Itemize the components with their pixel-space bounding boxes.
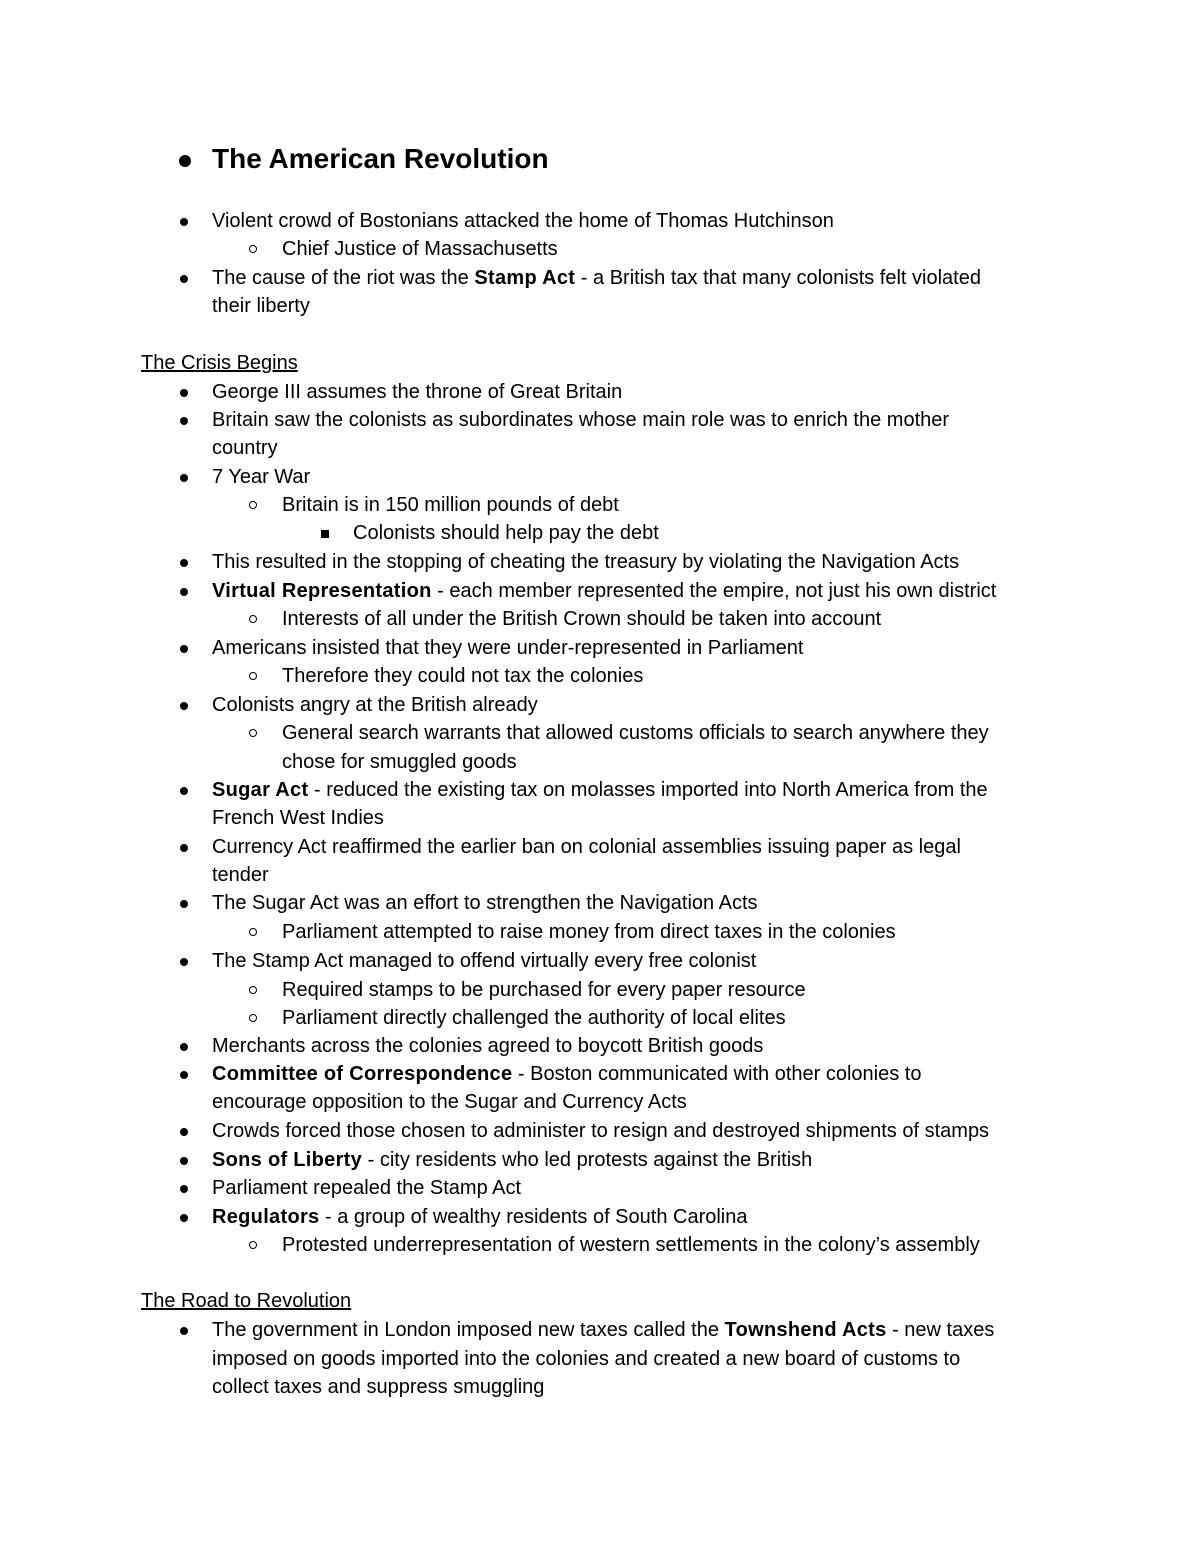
list-item: Britain is in 150 million pounds of debt xyxy=(282,494,619,516)
bullet-icon xyxy=(180,787,188,795)
bullet-icon xyxy=(180,1214,188,1222)
list-item-continuation: tender xyxy=(212,864,269,886)
bullet-icon xyxy=(180,389,188,397)
bullet-icon xyxy=(180,844,188,852)
bullet-icon xyxy=(180,474,188,482)
list-item: The Sugar Act was an effort to strengthen the Navigation Acts xyxy=(212,892,758,914)
list-item: Britain saw the colonists as subordinates whose main role was to enrich the mother xyxy=(212,409,950,431)
list-item: Committee of Correspondence - Boston communicated with other colonies to xyxy=(212,1063,922,1085)
list-item: Crowds forced those chosen to administer to resign and destroyed shipments of stamps xyxy=(212,1120,990,1142)
list-item: The government in London imposed new taxes called the Townshend Acts - new taxes xyxy=(212,1319,995,1341)
page-title: The American Revolution xyxy=(212,143,549,174)
bullet-icon xyxy=(180,588,188,596)
term-townshend-acts: Townshend Acts xyxy=(724,1319,887,1341)
list-item: Parliament repealed the Stamp Act xyxy=(212,1177,522,1199)
bullet-icon xyxy=(180,1071,188,1079)
circle-bullet-icon xyxy=(249,928,257,936)
list-item: Protested underrepresentation of western settlements in the colony’s assembly xyxy=(282,1234,980,1256)
circle-bullet-icon xyxy=(249,672,257,680)
list-item: Sons of Liberty - city residents who led protests against the British xyxy=(212,1149,813,1171)
list-item-continuation: collect taxes and suppress smuggling xyxy=(212,1376,545,1398)
list-item: Required stamps to be purchased for every paper resource xyxy=(282,979,806,1001)
list-item-continuation: French West Indies xyxy=(212,807,384,829)
circle-bullet-icon xyxy=(249,615,257,623)
circle-bullet-icon xyxy=(249,245,257,253)
list-item: Parliament directly challenged the authority of local elites xyxy=(282,1007,786,1029)
term-virtual-representation: Virtual Representation xyxy=(212,580,432,602)
list-item: Sugar Act - reduced the existing tax on molasses imported into North America from the xyxy=(212,779,988,801)
bullet-icon xyxy=(180,1157,188,1165)
list-item: This resulted in the stopping of cheating the treasury by violating the Navigation Acts xyxy=(212,551,960,573)
term-stamp-act: Stamp Act xyxy=(474,267,576,289)
list-item: Colonists angry at the British already xyxy=(212,694,538,716)
list-item-continuation: country xyxy=(212,437,278,459)
term-committee-of-correspondence: Committee of Correspondence xyxy=(212,1063,513,1085)
list-item: Therefore they could not tax the colonies xyxy=(282,665,644,687)
list-item: Currency Act reaffirmed the earlier ban on colonial assemblies issuing paper as legal xyxy=(212,836,961,858)
list-item-continuation: encourage opposition to the Sugar and Currency Acts xyxy=(212,1091,687,1113)
list-item: Virtual Representation - each member represented the empire, not just his own district xyxy=(212,580,997,602)
bullet-icon xyxy=(180,645,188,653)
list-item-continuation: their liberty xyxy=(212,295,310,317)
bullet-icon xyxy=(180,218,188,226)
list-item: Chief Justice of Massachusetts xyxy=(282,238,558,260)
list-item: The Stamp Act managed to offend virtually every free colonist xyxy=(212,950,757,972)
title-bullet-icon xyxy=(179,155,191,167)
section-heading-crisis: The Crisis Begins xyxy=(141,352,298,374)
bullet-icon xyxy=(180,702,188,710)
circle-bullet-icon xyxy=(249,501,257,509)
list-item: General search warrants that allowed customs officials to search anywhere they xyxy=(282,722,989,744)
list-item: Colonists should help pay the debt xyxy=(353,522,659,544)
circle-bullet-icon xyxy=(249,986,257,994)
bullet-icon xyxy=(180,417,188,425)
list-item: Regulators - a group of wealthy residents of South Carolina xyxy=(212,1206,748,1228)
section-heading-road: The Road to Revolution xyxy=(141,1290,352,1312)
list-item: Parliament attempted to raise money from direct taxes in the colonies xyxy=(282,921,896,943)
bullet-icon xyxy=(180,1043,188,1051)
circle-bullet-icon xyxy=(249,729,257,737)
circle-bullet-icon xyxy=(249,1241,257,1249)
bullet-icon xyxy=(180,275,188,283)
bullet-icon xyxy=(180,958,188,966)
bullet-icon xyxy=(180,1128,188,1136)
term-sugar-act: Sugar Act xyxy=(212,779,309,801)
list-item: The cause of the riot was the Stamp Act - a British tax that many colonists felt violated xyxy=(212,267,981,289)
bullet-icon xyxy=(180,900,188,908)
list-item-continuation: imposed on goods imported into the colonies and created a new board of customs to xyxy=(212,1348,961,1370)
list-item: 7 Year War xyxy=(212,466,311,488)
bullet-icon xyxy=(180,1327,188,1335)
term-regulators: Regulators xyxy=(212,1206,320,1228)
bullet-icon xyxy=(180,1185,188,1193)
circle-bullet-icon xyxy=(249,1014,257,1022)
list-item: Merchants across the colonies agreed to boycott British goods xyxy=(212,1035,764,1057)
list-item: Americans insisted that they were under-represented in Parliament xyxy=(212,637,804,659)
list-item-continuation: chose for smuggled goods xyxy=(282,751,517,773)
term-sons-of-liberty: Sons of Liberty xyxy=(212,1149,363,1171)
square-bullet-icon xyxy=(321,530,329,538)
list-item: George III assumes the throne of Great Britain xyxy=(212,381,623,403)
list-item: Interests of all under the British Crown should be taken into account xyxy=(282,608,882,630)
list-item: Violent crowd of Bostonians attacked the home of Thomas Hutchinson xyxy=(212,210,834,232)
bullet-icon xyxy=(180,559,188,567)
